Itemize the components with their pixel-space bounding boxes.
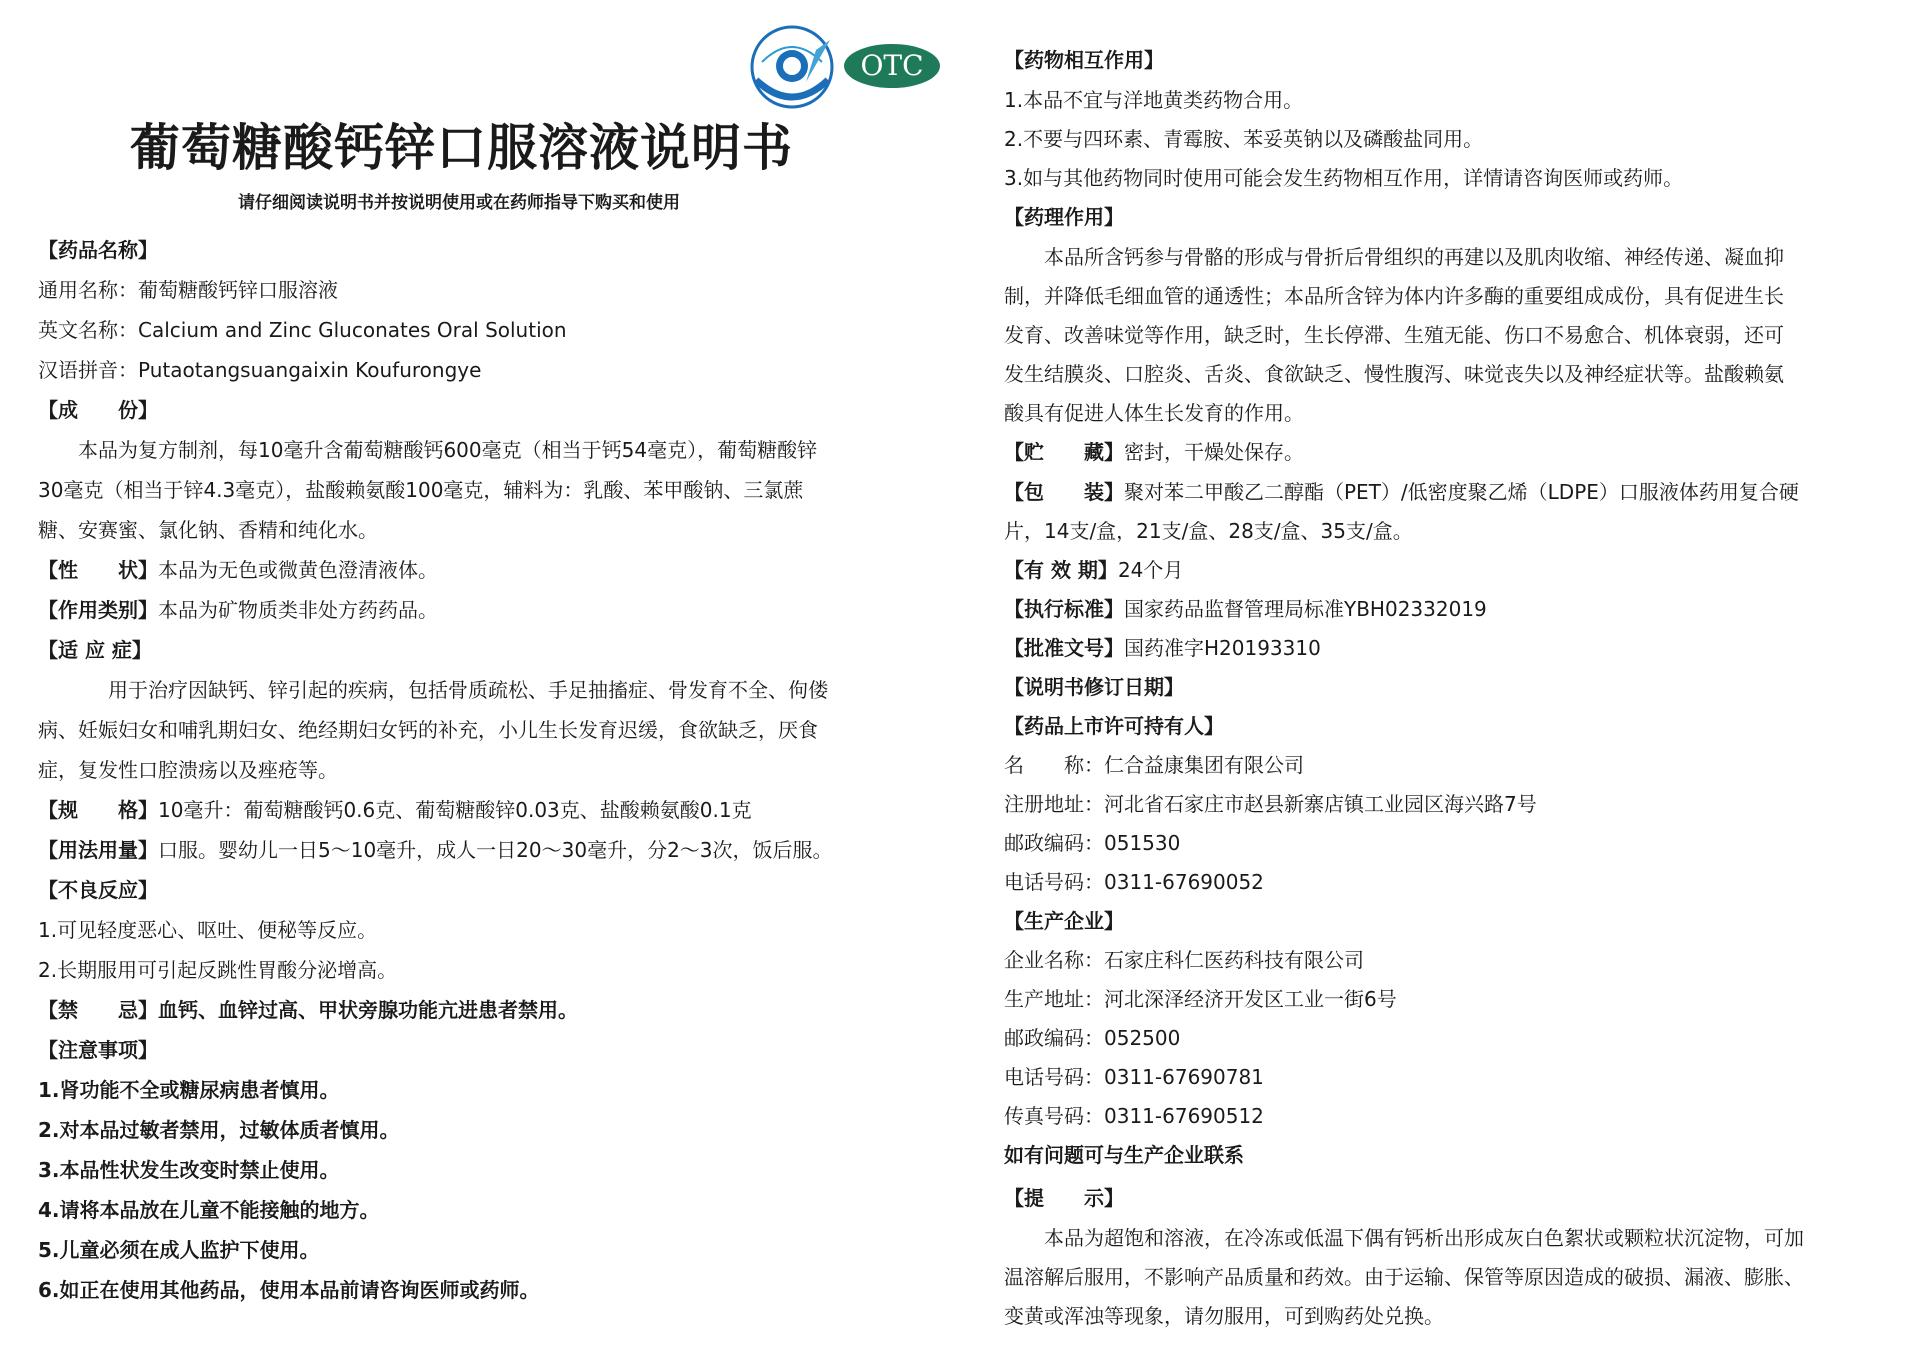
section-heading-approval: 【批准文号】 — [1004, 636, 1124, 660]
interaction-item: 1.本品不宜与洋地黄类药物合用。 — [1004, 88, 1304, 112]
section-heading-drug-name: 【药品名称】 — [38, 238, 158, 262]
caution-item: 1.肾功能不全或糖尿病患者慎用。 — [38, 1078, 340, 1102]
section-heading-package: 【包 装】 — [1004, 480, 1124, 504]
spec-row — [38, 796, 752, 824]
section-heading-indication: 【适 应 症】 — [38, 638, 152, 662]
section-heading-adverse: 【不良反应】 — [38, 878, 158, 902]
package-text: 片，14支/盒，21支/盒、28支/盒、35支/盒。 — [1004, 519, 1413, 543]
document-title: 葡萄糖酸钙锌口服溶液说明书 — [130, 119, 793, 177]
adverse-item: 1.可见轻度恶心、呕吐、便秘等反应。 — [38, 918, 378, 942]
section-heading-validity: 【有 效 期】 — [1004, 558, 1118, 582]
category-row — [38, 596, 438, 624]
otc-badge: OTC — [844, 44, 940, 88]
manufacturer-fax: 传真号码：0311-67690512 — [1004, 1104, 1264, 1128]
section-heading-caution: 【注意事项】 — [38, 1038, 158, 1062]
contact-note: 如有问题可与生产企业联系 — [1004, 1143, 1244, 1167]
caution-item: 2.对本品过敏者禁用，过敏体质者慎用。 — [38, 1118, 400, 1142]
section-heading-tip: 【提 示】 — [1004, 1186, 1124, 1210]
pharmacology-text: 酸具有促进人体生长发育的作用。 — [1004, 401, 1304, 425]
ingredients-text: 30毫克（相当于锌4.3毫克），盐酸赖氨酸100毫克，辅料为：乳酸、苯甲酸钠、三氯蔗 — [38, 478, 804, 502]
pharmacology-text: 制，并降低毛细血管的通透性；本品所含锌为体内许多酶的重要组成成份，具有促进生长 — [1004, 284, 1784, 308]
manufacturer-phone: 电话号码：0311-67690781 — [1004, 1065, 1264, 1089]
contraindication-text: 血钙、血锌过高、甲状旁腺功能亢进患者禁用。 — [158, 998, 578, 1022]
caution-item: 4.请将本品放在儿童不能接触的地方。 — [38, 1198, 380, 1222]
holder-postcode: 邮政编码：051530 — [1004, 831, 1181, 855]
tip-text: 温溶解后服用，不影响产品质量和药效。由于运输、保管等原因造成的破损、漏液、膨胀、 — [1004, 1265, 1804, 1289]
standard-text: 国家药品监督管理局标准YBH02332019 — [1124, 597, 1487, 621]
section-heading-storage: 【贮 藏】 — [1004, 440, 1124, 464]
caution-item: 6.如正在使用其他药品，使用本品前请咨询医师或药师。 — [38, 1278, 540, 1302]
storage-text: 密封，干燥处保存。 — [1124, 440, 1304, 464]
caution-item: 5.儿童必须在成人监护下使用。 — [38, 1238, 320, 1262]
property-text: 本品为无色或微黄色澄清液体。 — [158, 558, 438, 582]
section-heading-spec: 【规 格】 — [38, 798, 158, 822]
section-heading-license-holder: 【药品上市许可持有人】 — [1004, 714, 1224, 738]
indication-text: 用于治疗因缺钙、锌引起的疾病，包括骨质疏松、手足抽搐症、骨发育不全、佝偻 — [108, 678, 828, 702]
validity-row — [1004, 556, 1183, 584]
storage-row — [1004, 438, 1304, 466]
approval-text: 国药准字H20193310 — [1124, 636, 1321, 660]
section-heading-contraindication: 【禁 忌】 — [38, 998, 158, 1022]
interaction-item: 3.如与其他药物同时使用可能会发生药物相互作用，详情请咨询医师或药师。 — [1004, 166, 1684, 190]
package-text: 聚对苯二甲酸乙二醇酯（PET）/低密度聚乙烯（LDPE）口服液体药用复合硬 — [1124, 480, 1799, 504]
package-row — [1004, 478, 1799, 506]
pinyin-name: 汉语拼音：Putaotangsuangaixin Koufurongye — [38, 358, 482, 382]
usage-text: 口服。婴幼儿一日5～10毫升，成人一日20～30毫升，分2～3次，饭后服。 — [158, 838, 833, 862]
section-heading-standard: 【执行标准】 — [1004, 597, 1124, 621]
indication-text: 病、妊娠妇女和哺乳期妇女、绝经期妇女钙的补充，小儿生长发育迟缓，食欲缺乏，厌食 — [38, 718, 818, 742]
validity-text: 24个月 — [1117, 558, 1184, 582]
section-heading-ingredients: 【成 份】 — [38, 398, 158, 422]
document-subtitle: 请仔细阅读说明书并按说明使用或在药师指导下购买和使用 — [238, 193, 680, 213]
section-heading-category: 【作用类别】 — [38, 598, 158, 622]
ingredients-text: 糖、安赛蜜、氯化钠、香精和纯化水。 — [38, 518, 378, 542]
ingredients-text: 本品为复方制剂，每10毫升含葡萄糖酸钙600毫克（相当于钙54毫克），葡萄糖酸锌 — [78, 438, 818, 462]
section-heading-manufacturer: 【生产企业】 — [1004, 909, 1124, 933]
adverse-item: 2.长期服用可引起反跳性胃酸分泌增高。 — [38, 958, 398, 982]
english-name: 英文名称：Calcium and Zinc Gluconates Oral Solution — [38, 318, 567, 342]
pharmacology-text: 发育、改善味觉等作用，缺乏时，生长停滞、生殖无能、伤口不易愈合、机体衰弱，还可 — [1004, 323, 1784, 347]
holder-name: 名 称：仁合益康集团有限公司 — [1004, 753, 1304, 777]
indication-text: 症，复发性口腔溃疡以及痤疮等。 — [38, 758, 338, 782]
interaction-item: 2.不要与四环素、青霉胺、苯妥英钠以及磷酸盐同用。 — [1004, 127, 1484, 151]
section-heading-interaction: 【药物相互作用】 — [1004, 48, 1164, 72]
holder-phone: 电话号码：0311-67690052 — [1004, 870, 1264, 894]
property-row — [38, 556, 438, 584]
pharmacology-text: 发生结膜炎、口腔炎、舌炎、食欲缺乏、慢性腹泻、味觉丧失以及神经症状等。盐酸赖氨 — [1004, 362, 1784, 386]
section-heading-usage: 【用法用量】 — [38, 838, 158, 862]
manufacturer-postcode: 邮政编码：052500 — [1004, 1026, 1181, 1050]
pharmacology-text: 本品所含钙参与骨骼的形成与骨折后骨组织的再建以及肌肉收缩、神经传递、凝血抑 — [1044, 245, 1784, 269]
contraindication-row — [38, 996, 578, 1024]
manufacturer-name: 企业名称：石家庄科仁医药科技有限公司 — [1004, 948, 1364, 972]
generic-name: 通用名称：葡萄糖酸钙锌口服溶液 — [38, 278, 338, 302]
consistency-evaluation-logo — [742, 22, 842, 116]
category-text: 本品为矿物质类非处方药药品。 — [158, 598, 438, 622]
tip-text: 变黄或浑浊等现象，请勿服用，可到购药处兑换。 — [1004, 1304, 1444, 1328]
tip-text: 本品为超饱和溶液，在冷冻或低温下偶有钙析出形成灰白色絮状或颗粒状沉淀物，可加 — [1044, 1226, 1804, 1250]
section-heading-revision-date: 【说明书修订日期】 — [1004, 675, 1184, 699]
section-heading-property: 【性 状】 — [38, 558, 158, 582]
manufacturer-address: 生产地址：河北深泽经济开发区工业一街6号 — [1004, 987, 1397, 1011]
approval-row — [1004, 634, 1321, 662]
section-heading-pharmacology: 【药理作用】 — [1004, 205, 1124, 229]
caution-item: 3.本品性状发生改变时禁止使用。 — [38, 1158, 340, 1182]
holder-address: 注册地址：河北省石家庄市赵县新寨店镇工业园区海兴路7号 — [1004, 792, 1537, 816]
spec-text: 10毫升：葡萄糖酸钙0.6克、葡萄糖酸锌0.03克、盐酸赖氨酸0.1克 — [158, 798, 752, 822]
standard-row — [1004, 595, 1487, 623]
usage-row — [38, 836, 833, 864]
